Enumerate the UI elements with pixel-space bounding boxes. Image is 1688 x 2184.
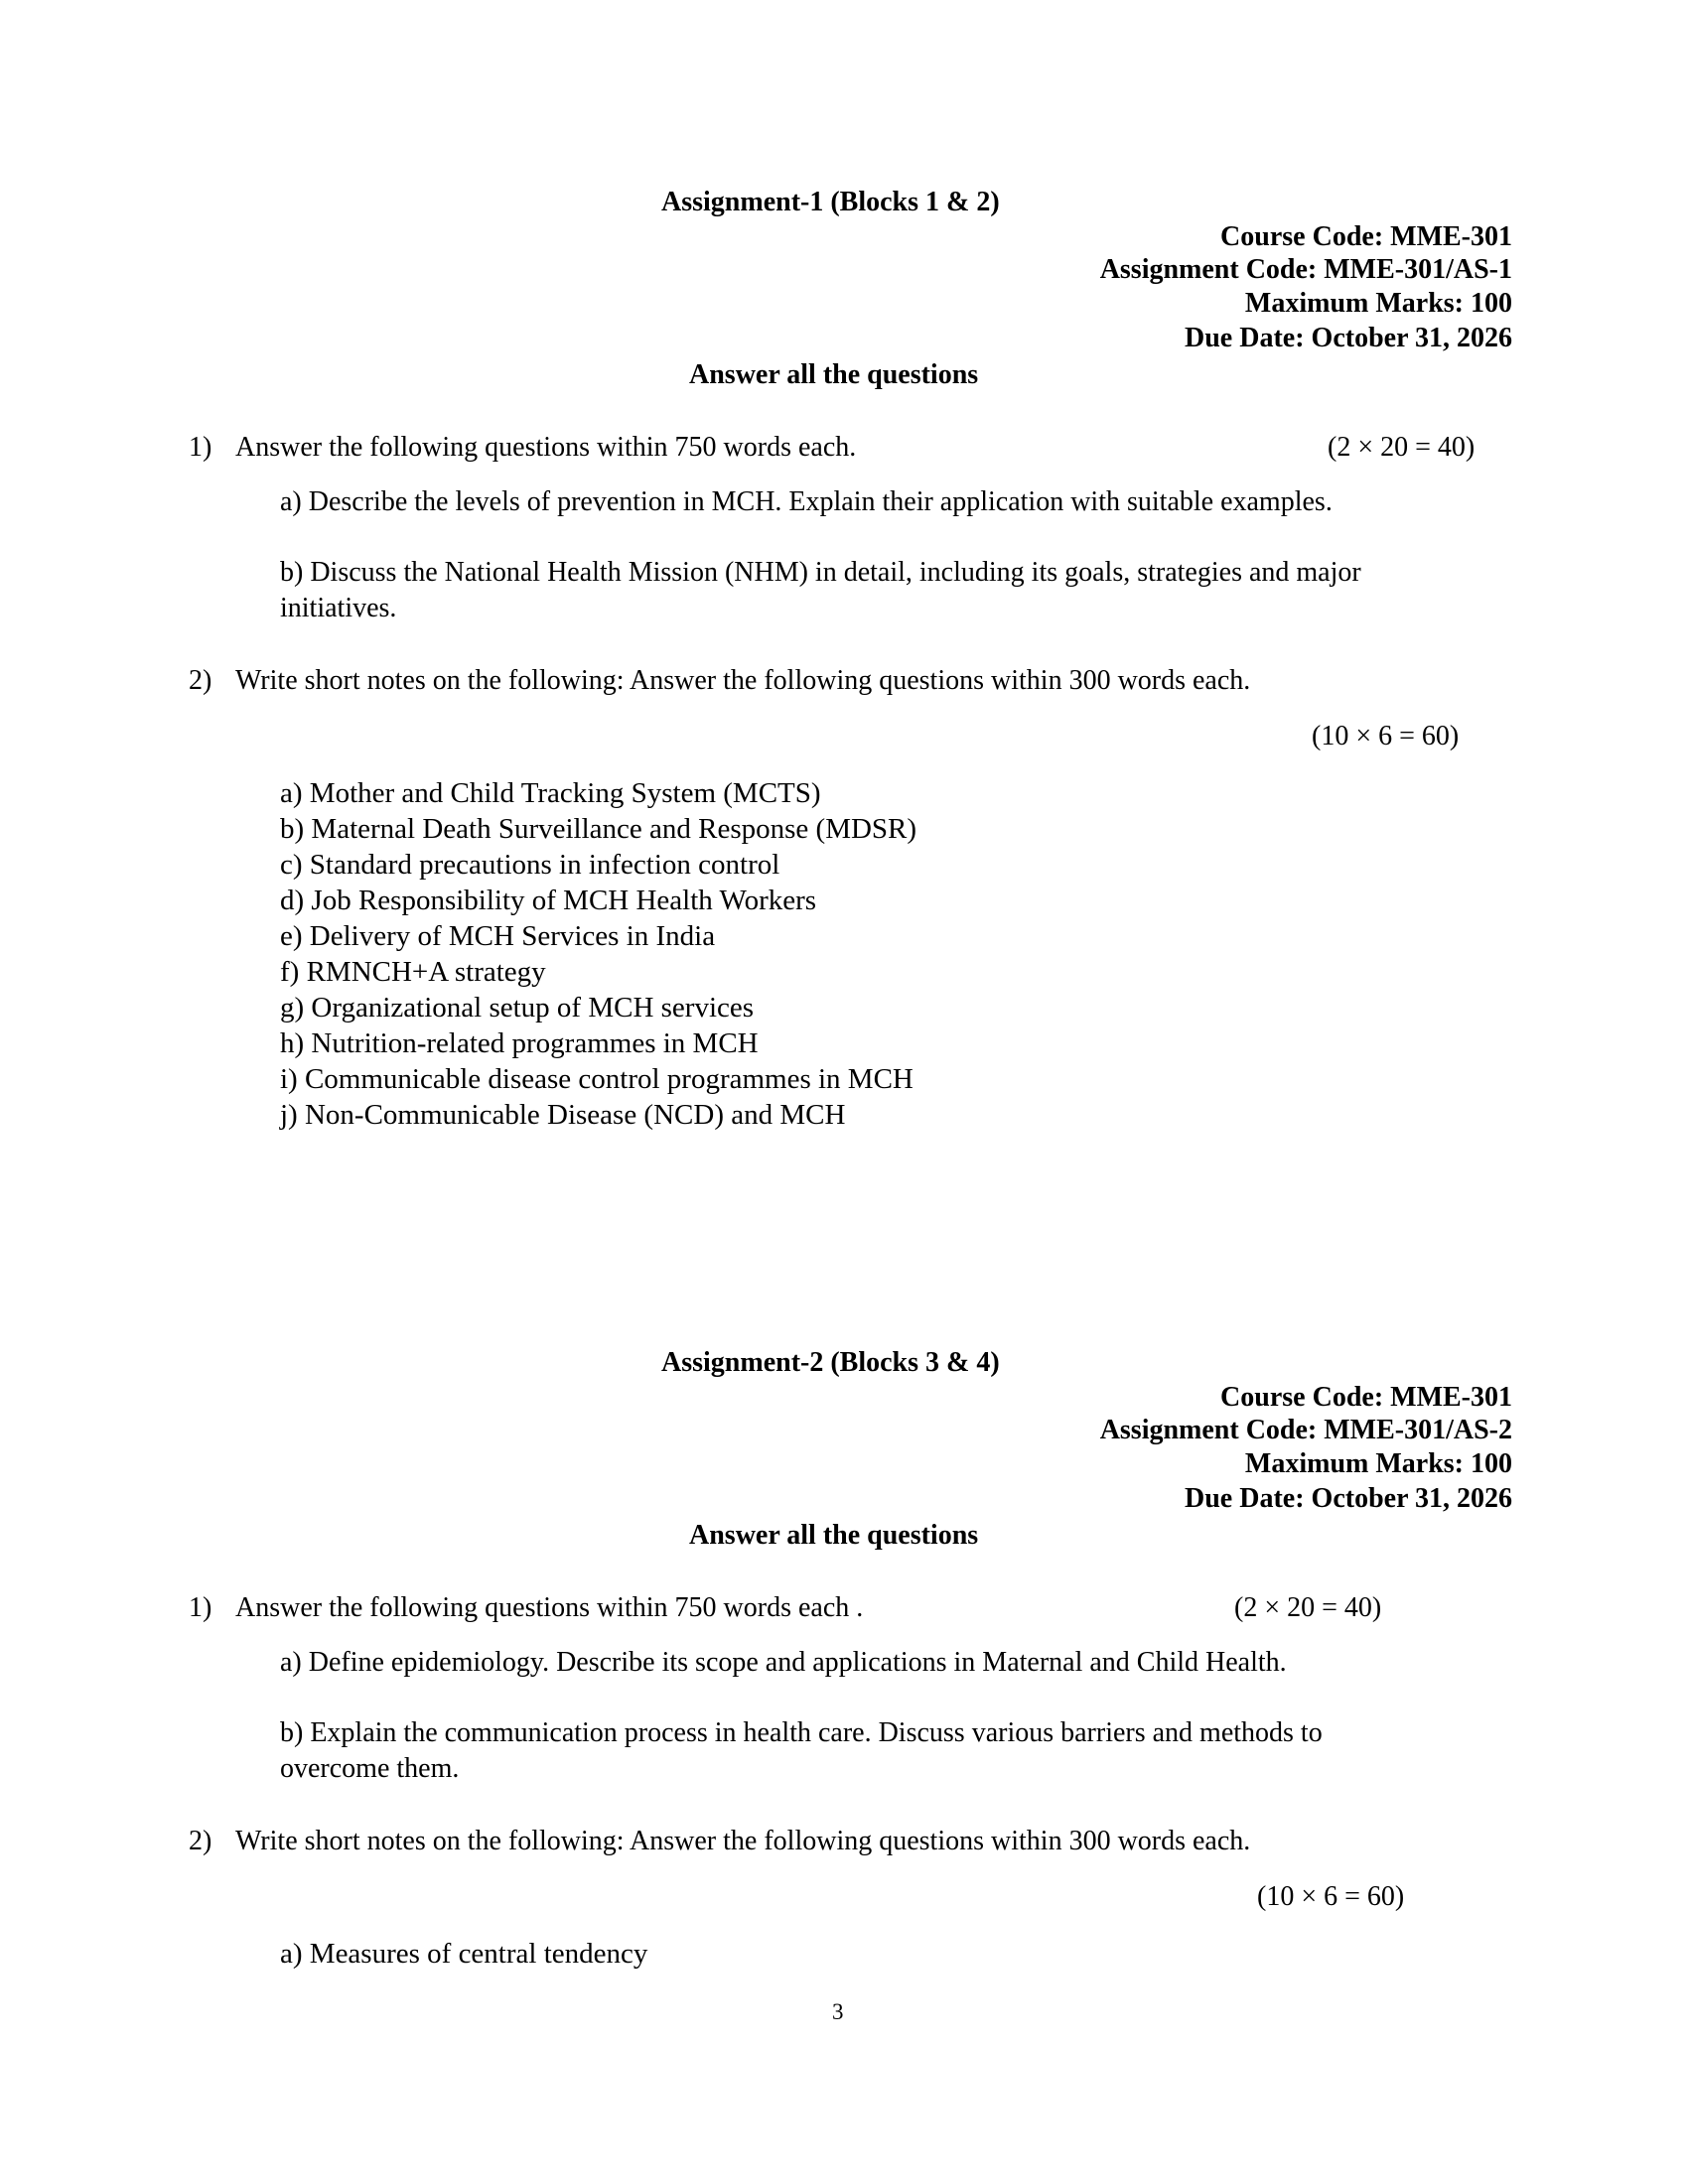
list-item: f) RMNCH+A strategy xyxy=(280,956,546,988)
sub-question: a) Describe the levels of prevention in MCH. Explain their application with suitable examples. xyxy=(280,486,1333,517)
instruction: Answer all the questions xyxy=(689,1520,979,1551)
sub-question-continued: overcome them. xyxy=(280,1753,460,1784)
course-code: Course Code: MME-301 xyxy=(1220,1382,1512,1413)
question-text: Write short notes on the following: Answer the following questions within 300 words each. xyxy=(235,665,1251,696)
marks-allocation: (10 × 6 = 60) xyxy=(1257,1881,1405,1912)
question-number: 1) xyxy=(189,1592,212,1623)
list-item: d) Job Responsibility of MCH Health Workers xyxy=(280,885,817,916)
course-code: Course Code: MME-301 xyxy=(1220,221,1512,252)
marks-allocation: (10 × 6 = 60) xyxy=(1312,721,1460,751)
instruction: Answer all the questions xyxy=(689,359,979,390)
marks-allocation: (2 × 20 = 40) xyxy=(1328,432,1476,463)
short-notes-list xyxy=(280,775,916,1133)
list-item: a) Mother and Child Tracking System (MCTS) xyxy=(280,777,821,809)
list-item: j) Non-Communicable Disease (NCD) and MCH xyxy=(280,1099,846,1131)
due-date: Due Date: October 31, 2026 xyxy=(1185,323,1512,353)
list-item: a) Measures of central tendency xyxy=(280,1938,648,1970)
assignment-2-title: Assignment-2 (Blocks 3 & 4) xyxy=(661,1347,1000,1378)
list-item: g) Organizational setup of MCH services xyxy=(280,992,755,1024)
assignment-1-title: Assignment-1 (Blocks 1 & 2) xyxy=(661,187,1000,217)
list-item: h) Nutrition-related programmes in MCH xyxy=(280,1027,759,1059)
question-number: 2) xyxy=(189,1826,212,1856)
list-item: e) Delivery of MCH Services in India xyxy=(280,920,716,952)
sub-question: a) Define epidemiology. Describe its scope and applications in Maternal and Child Health. xyxy=(280,1647,1287,1678)
list-item: i) Communicable disease control programmes in MCH xyxy=(280,1063,914,1095)
marks-allocation: (2 × 20 = 40) xyxy=(1234,1592,1382,1623)
maximum-marks: Maximum Marks: 100 xyxy=(1244,1448,1512,1479)
sub-question-continued: initiatives. xyxy=(280,593,397,623)
maximum-marks: Maximum Marks: 100 xyxy=(1244,288,1512,319)
page-number: 3 xyxy=(832,1999,844,2024)
question-text: Answer the following questions within 750 words each . xyxy=(235,1592,864,1623)
question-text: Answer the following questions within 750 words each. xyxy=(235,432,857,463)
assignment-code: Assignment Code: MME-301/AS-1 xyxy=(1099,254,1512,285)
list-item: b) Maternal Death Surveillance and Response (MDSR) xyxy=(280,813,917,845)
due-date: Due Date: October 31, 2026 xyxy=(1185,1483,1512,1514)
sub-question: b) Discuss the National Health Mission (NHM) in detail, including its goals, strategies and major xyxy=(280,557,1361,588)
sub-question: b) Explain the communication process in health care. Discuss various barriers and methods to xyxy=(280,1717,1323,1748)
short-notes-list xyxy=(280,1936,647,1972)
question-number: 1) xyxy=(189,432,212,463)
question-text: Write short notes on the following: Answer the following questions within 300 words each. xyxy=(235,1826,1251,1856)
list-item: c) Standard precautions in infection control xyxy=(280,849,780,881)
question-number: 2) xyxy=(189,665,212,696)
assignment-code: Assignment Code: MME-301/AS-2 xyxy=(1099,1415,1512,1445)
